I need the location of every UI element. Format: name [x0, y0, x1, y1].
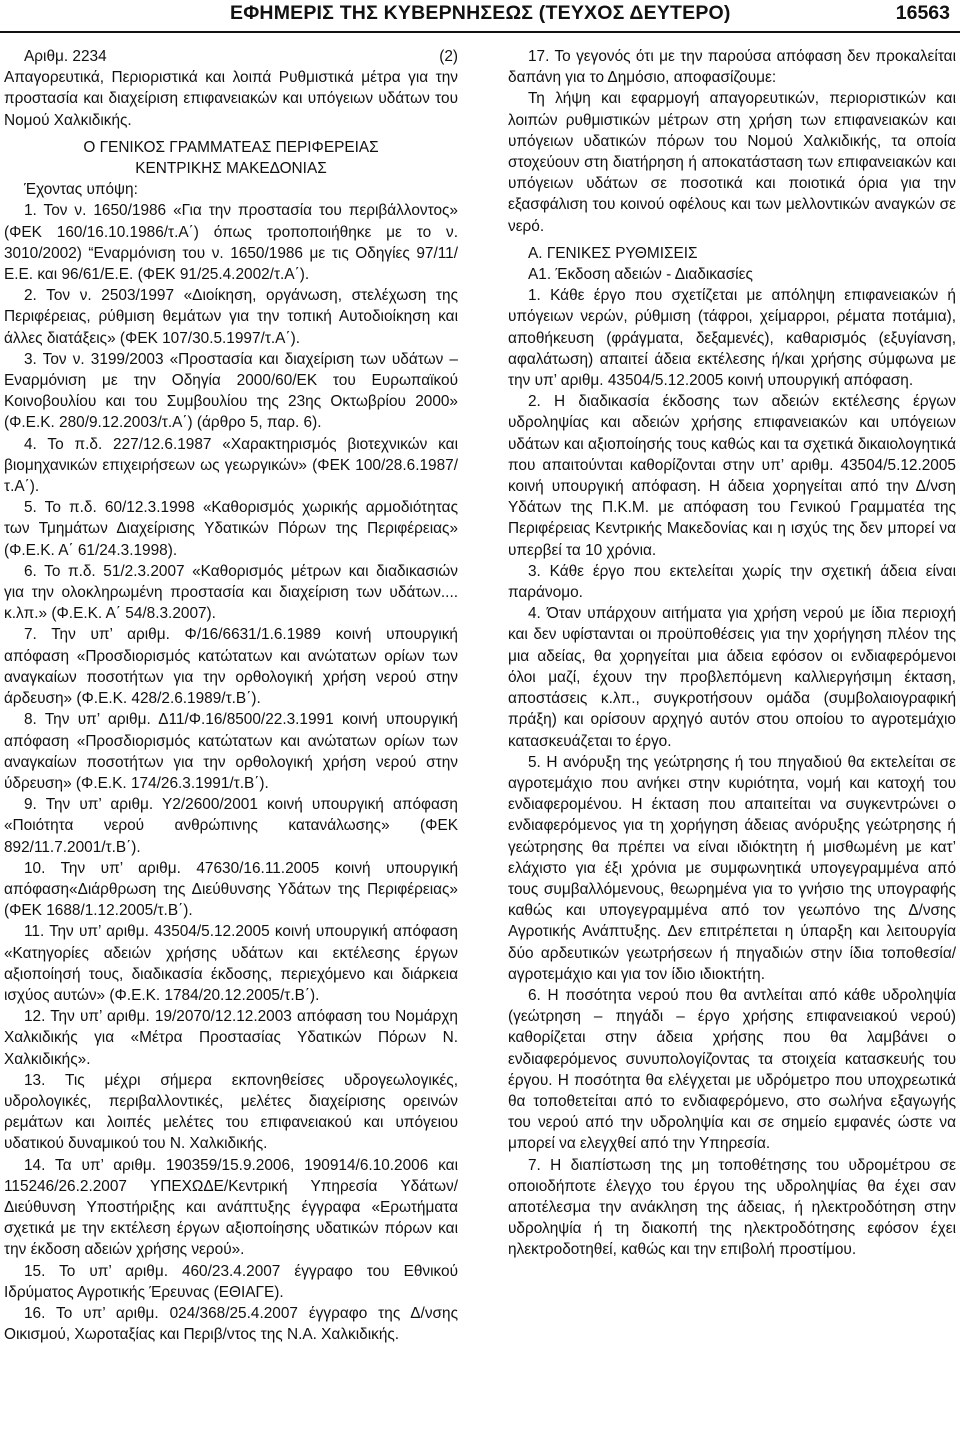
citation-item: 10. Την υπ’ αριθμ. 47630/16.11.2005 κοινή υπουργική απόφαση«Διάρθρωση της Διεύθυνσης Υδάτων της Περιφέρειας» (ΦΕΚ 1688/1.12.2005/τ.Β΄).: [4, 859, 458, 920]
decision-subject: Απαγορευτικά, Περιοριστικά και λοιπά Ρυθμιστικά μέτρα για την προστασία και διαχείριση επιφανειακών και υπόγειων υδάτων του Νομού Χαλκιδικής.: [4, 69, 458, 129]
article-paragraph: 2. Η διαδικασία έκδοσης των αδειών εκτέλεσης έργων υδροληψίας και αδειών χρήσης επιφανειακών και υπόγειων υδάτων και αξιοποίησής τους καθώς και τα σχετικά δικαιολογητικά που απαιτούνται καθορίζονται στην υπ’ αριθμ. 43504/5.12.2005 κοινή υπουργική απόφαση. Η άδεια χορηγείται από την Δ/νση Υδάτων της Π.Κ.Μ. με απόφαση του Γενικού Γραμματέα της Περιφέρειας Κεντρικής Μακεδονίας και η ισχύς της δεν μπορεί να υπερβεί τα 10 χρόνια.: [508, 393, 956, 559]
citation-item: 8. Την υπ’ αριθμ. Δ11/Φ.16/8500/22.3.1991 κοινή υπουργική απόφαση «Προσδιορισμός κατώτατων και ανώτατων ορίων των αναγκαίων ποσοτήτων για την ορθολογική χρήση νερού στην ύδρευση» (Φ.Ε.Κ. 174/26.3.1991/τ.Β΄).: [4, 711, 458, 792]
citation-item: 13. Τις μέχρι σήμερα εκπονηθείσες υδρογεωλογικές, υδρολογικές, περιβαλλοντικές, μελέτες διαχείρισης ορεινών ρεμάτων και λοιπές μελέτες του επιφανειακού και υπόγειου υδατικού δυναμικού του Ν. Χαλκιδικής.: [4, 1071, 458, 1153]
citation-item: 4. Το π.δ. 227/12.6.1987 «Χαρακτηρισμός βιοτεχνικών και βιομηχανικών επιχειρήσεων ως γεωργικών» (ΦΕΚ 100/28.6.1987/τ.Α΄).: [4, 435, 458, 496]
gazette-title: ΕΦΗΜΕΡΙΣ ΤΗΣ ΚΥΒΕΡΝΗΣΕΩΣ (ΤΕΥΧΟΣ ΔΕΥΤΕΡΟ): [230, 2, 731, 24]
citation-item: 7. Την υπ’ αριθμ. Φ/16/6631/1.6.1989 κοινή υπουργική απόφαση «Προσδιορισμός κατώτατων και ανώτατων ορίων των αναγκαίων ποσοτήτων για την ορθολογική χρήση νερού στην άρδευση» (Φ.Ε.Κ. 428/2.6.1989/τ.Β΄).: [4, 626, 458, 708]
citation-item: 1. Τον ν. 1650/1986 «Για την προστασία του περιβάλλοντος» (ΦΕΚ 160/16.10.1986/τ.Α΄) όπως τροποποιήθηκε με το ν. 3010/2002) “Εναρμόνιση του ν. 1650/1986 με τις Οδηγίες 97/11/Ε.Ε. και 96/61/Ε.Ε. (ΦΕΚ 91/25.4.2002/τ.Α΄).: [4, 202, 458, 284]
citation-item: 6. Το π.δ. 51/2.3.2007 «Καθορισμός μέτρων και διαδικασιών για την ολοκληρωμένη προστασία και διαχείριση των υδάτων.... κ.λπ.» (Φ.Ε.Κ. Α΄ 54/8.3.2007).: [4, 562, 458, 623]
decision-intro: Τη λήψη και εφαρμογή απαγορευτικών, περιοριστικών και λοιπών ρυθμιστικών μέτρων στη χρήση των επιφανειακών και υπόγειων υδατικών πόρων του Νομού Χαλκιδικής, τα οποία στοχεύουν στη διατήρηση ή αποκατάσταση των επιφανειακών και υπόγειων υδάτων σε ποσοτικά και ποιοτικά όρια για την εξασφάλιση του κοινού οφέλους και των μελλοντικών αναγκών σε νερό.: [508, 90, 956, 235]
section-heading-a: Α. ΓΕΝΙΚΕΣ ΡΥΘΜΙΣΕΙΣ: [528, 244, 698, 262]
article-paragraph: 4. Όταν υπάρχουν αιτήματα για χρήση νερού με ίδια περιοχή και δεν υφίστανται οι προϋποθέσεις για την χορήγηση πλέον της μια αδείας, θα χορηγείται μια άδεια εφόσον οι ενδιαφερόμενοι όλοι μαζί, έχουν την προβλεπόμενη καλλιεργήσιμη έκταση, αποστάσεις κ.λπ., συγκροτήσουν ομάδα (συμβολαιογραφική πράξη) και ορίσουν αρχηγό αυτόν στου οποίου το αγροτεμάχιο κατασκευάζεται το έργο.: [508, 605, 956, 750]
citation-item: 14. Τα υπ’ αριθμ. 190359/15.9.2006, 190914/6.10.2006 και 115246/26.2.2007 ΥΠΕΧΩΔΕ/Κεντρική Υπηρεσία Υδάτων/Διεύθυνση Υποστήριξης και ανάπτυξης έγγραφα «Ερωτήματα σχετικά με την εκτέλεση έργων αξιοποίησης υδατικών πόρων και την έκδοση αδειών χρήσης νερού».: [4, 1156, 458, 1259]
article-paragraph: 6. Η ποσότητα νερού που θα αντλείται από κάθε υδροληψία (γεώτρηση – πηγάδι – έργο χρήσης επιφανειακού νερού) καθορίζεται στην άδεια χρήσης που θα λαμβάνει ο ενδιαφερόμενος συνυπολογίζοντας τα στοιχεία κατασκευής του έργου. Η ποσότητα θα ελέγχεται με υδρόμετρο που υποχρεωτικά θα τοποθετείται από το ενδιαφερόμενο, στο σωλήνα εξαγωγής του νερού από την υδροληψία και σε σημείο εμφανές ώστε να μπορεί να ελεγχθεί από την Υπηρεσία.: [508, 986, 956, 1153]
section-heading-a1: Α1. Έκδοση αδειών - Διαδικασίες: [528, 266, 753, 284]
header-rule: [0, 31, 960, 33]
right-column: [508, 46, 956, 1261]
left-column: [4, 46, 458, 1345]
citation-item: 15. Το υπ’ αριθμ. 460/23.4.2007 έγγραφο του Εθνικού Ιδρύματος Αγροτικής Έρευνας (ΕΘΙΑΓΕ).: [4, 1262, 458, 1301]
article-paragraph: 1. Κάθε έργο που σχετίζεται με απόληψη επιφανειακών ή υπόγειων νερών, ρύθμιση (τάφροι, χείμαρροι, ρέματα ποτάμια), αποθήκευση (φράγματα, δεξαμενές), καθαρισμός (εξυγίανση, αφαλάτωση) απαιτεί άδεια εκτέλεσης ή/και χρήσης σύμφωνα με την υπ’ αριθμ. 43504/5.12.2005 κοινή υπουργική απόφαση.: [508, 287, 956, 390]
page-header: [0, 0, 960, 32]
article-paragraph: 7. Η διαπίστωση της μη τοποθέτησης του υδρομέτρου σε οποιοδήποτε έλεγχο του έργου της υδροληψίας θα έχει σαν αποτέλεσμα την ανάκληση της άδειας, ή ηλεκτροδότηση στην υδροληψία ή τη διακοπή της ηλεκτροδότησης εφόσον έχει ηλεκτροδοτηθεί, καθώς και την επιβολή προστίμου.: [508, 1156, 956, 1259]
citation-item: 5. Το π.δ. 60/12.3.1998 «Καθορισμός χωρικής αρμοδιότητας των Τμημάτων Διαχείρισης Υδατικών Πόρων της Περιφέρειας» (Φ.Ε.Κ. Α΄ 61/24.3.1998).: [4, 499, 458, 559]
citation-item: 2. Τον ν. 2503/1997 «Διοίκηση, οργάνωση, στελέχωση της Περιφέρειας, ρύθμιση θεμάτων για την τοπική Αυτοδιοίκηση και άλλες διατάξεις» (ΦΕΚ 107/30.5.1997/τ.Α΄).: [4, 287, 458, 347]
decision-number: [4, 46, 458, 67]
page-number: 16563: [895, 2, 950, 24]
citation-item: 16. Το υπ’ αριθμ. 024/368/25.4.2007 έγγραφο της Δ/νσης Οικισμού, Χωροταξίας και Περιβ/ντος της Ν.Α. Χαλκιδικής.: [4, 1304, 458, 1344]
citation-item: 9. Την υπ’ αριθμ. Υ2/2600/2001 κοινή υπουργική απόφαση «Ποιότητα νερού ανθρώπινης κατανάλωσης» (ΦΕΚ 892/11.7.2001/τ.Β΄).: [4, 796, 458, 856]
citation-item: 11. Την υπ’ αριθμ. 43504/5.12.2005 κοινή υπουργική απόφαση «Κατηγορίες αδειών χρήσης υδάτων και εκτέλεσης έργων αξιοποίησή τους, διαδικασία έκδοσης, περιεχόμενο και διάρκεια ισχύος αυτών» (Φ.Ε.Κ. 1784/20.12.2005/τ.Β΄).: [4, 923, 458, 1004]
decision-sequence: (2): [439, 48, 458, 65]
considering-heading: Έχοντας υπόψη:: [24, 181, 138, 199]
article-paragraph: 3. Κάθε έργο που εκτελείται χωρίς την σχετική άδεια είναι παράνομο.: [508, 562, 956, 602]
citation-item: 3. Τον ν. 3199/2003 «Προστασία και διαχείριση των υδάτων – Εναρμόνιση με την Οδηγία 2000/60/ΕΚ του Ευρωπαϊκού Κοινοβουλίου και του Συμβουλίου της 23ης Οκτωβρίου 2000» (Φ.Ε.Κ. 280/9.12.2003/τ.Α΄) (άρθρο 5, παρ. 6).: [4, 350, 458, 432]
citation-item-17: 17. Το γεγονός ότι με την παρούσα απόφαση δεν προκαλείται δαπάνη για το Δημόσιο, αποφασίζουμε:: [508, 48, 956, 87]
article-paragraph: 5. Η ανόρυξη της γεώτρησης ή του πηγαδιού θα εκτελείται σε αγροτεμάχιο που ανήκει στην κυριότητα, νομή και κατοχή του ενδιαφερομένου. Η έκταση που απαιτείται να συγκεντρώνει ο ενδιαφερόμενος για τη χορήγηση άδειας ανόρυξης γεώτρησης ή γεώτρησης θα πρέπει να είναι ιδιόκτητη ή μισθωμένη με κατ’ ελάχιστο για έξι χρόνια με συμφωνητικά υπογεγραμμένα από τους συμβαλλόμενους, θεωρημένα για το γνήσιο της υπογραφής καθώς και υπογεγραμμένα από τον γεωπόνο της Δ/νσης Αγροτικής Ανάπτυξης. Δεν επιτρέπεται η ύπαρξη και λειτουργία δύο αρδευτικών γεωτρήσεων ή πηγαδιών στην ίδια τοποθεσία/αγροτεμάχιο και για τον ίδιο ιδιοκτήτη.: [508, 753, 956, 983]
issuer-line-2: ΚΕΝΤΡΙΚΗΣ ΜΑΚΕΔΟΝΙΑΣ: [135, 160, 327, 178]
citation-item: 12. Την υπ’ αριθμ. 19/2070/12.12.2003 απόφαση του Νομάρχη Χαλκιδικής για «Μέτρα Προστασίας Υδατικών Πόρων Ν. Χαλκιδικής».: [4, 1008, 458, 1068]
decision-label: Αριθμ. 2234: [24, 48, 107, 65]
issuer-line-1: Ο ΓΕΝΙΚΟΣ ΓΡΑΜΜΑΤΕΑΣ ΠΕΡΙΦΕΡΕΙΑΣ: [83, 138, 379, 156]
